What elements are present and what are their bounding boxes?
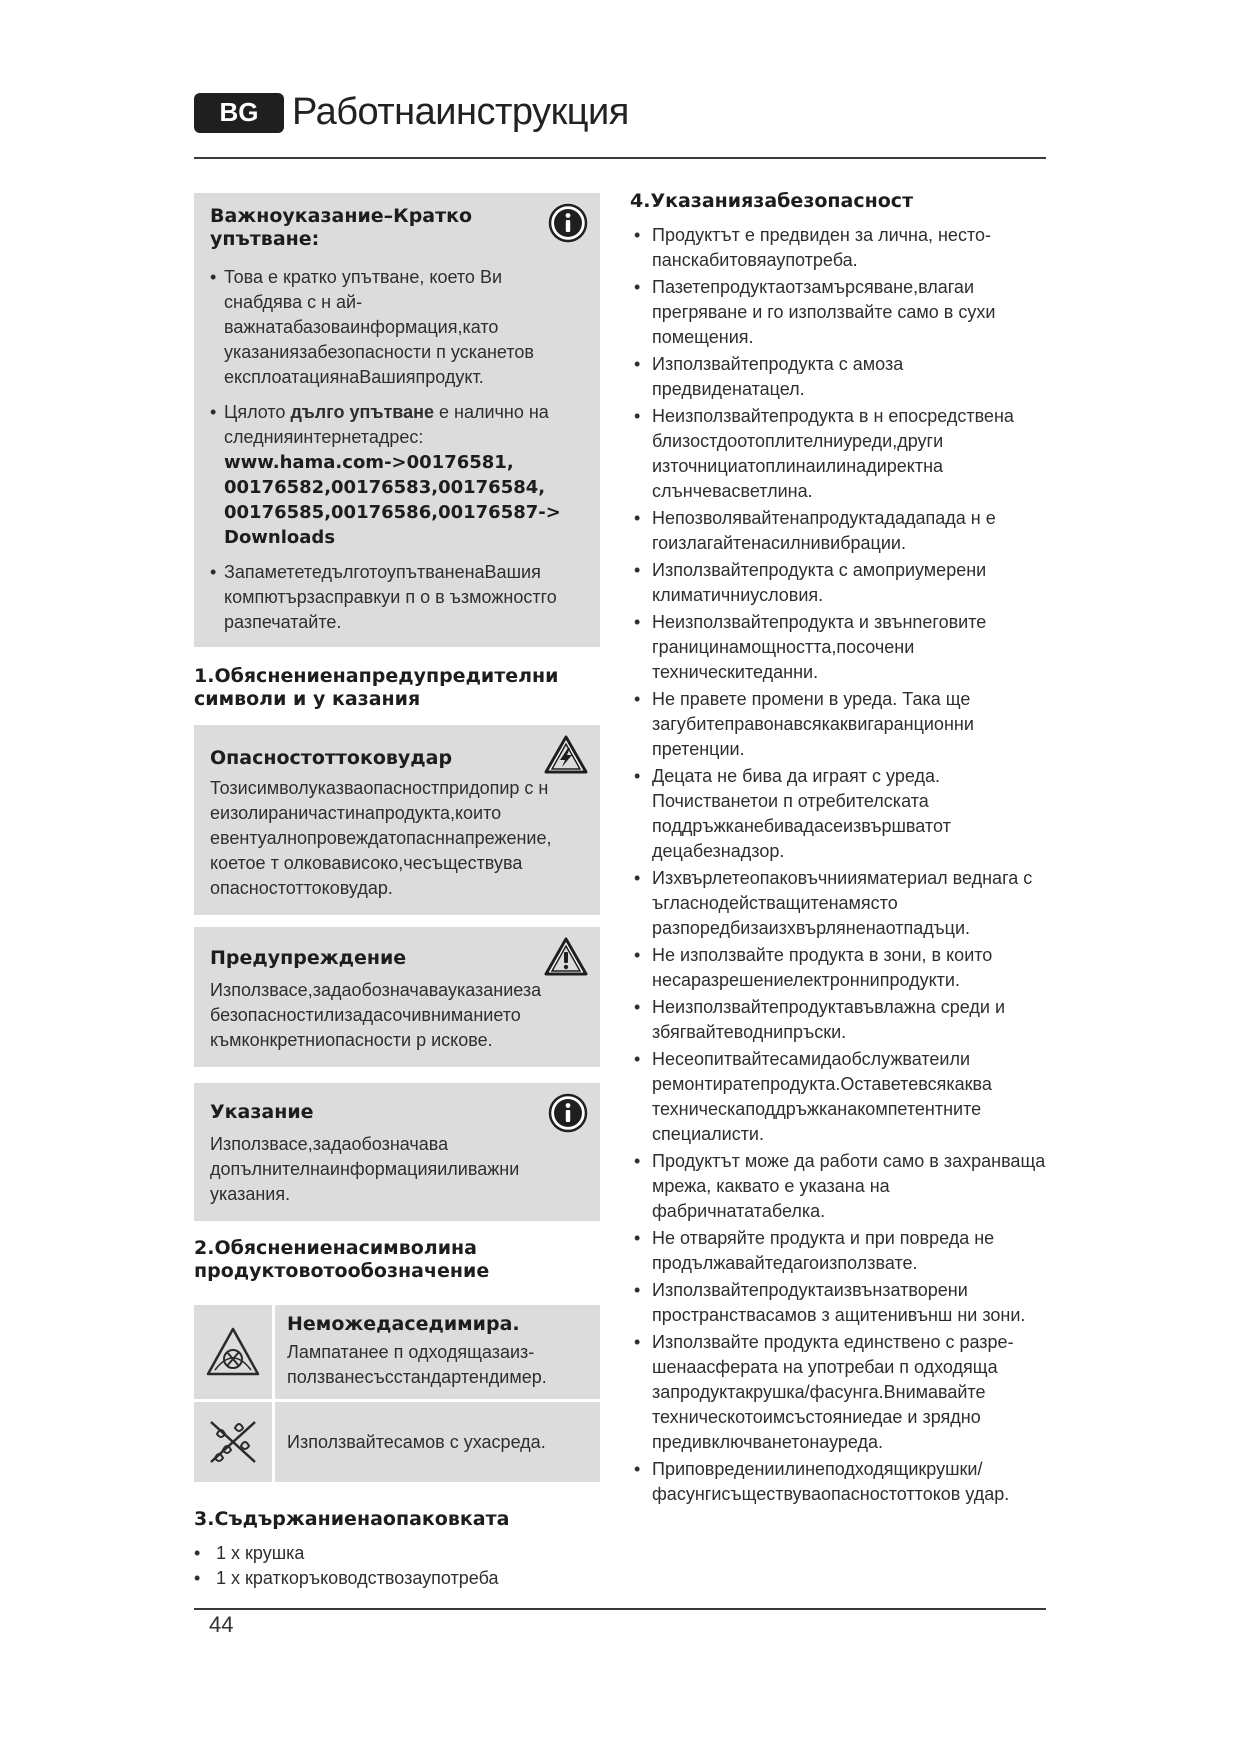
list-item-text: Пазетепродуктаотзамърсяване,влагаи прегряване и го използвайте само в сухи помещения. — [652, 277, 996, 347]
list-item: • Изхвърлетеопаковъчниияматериал веднага с ъгласнодействащитенамясто разпоредбизаизхвърляненаотпадъци. — [630, 866, 1048, 941]
list-item-text: Продуктът може да работи само в захранваща мрежа, каквато е указана на фабричнататабелка. — [652, 1151, 1046, 1221]
list-item-text: Използвайтепродукта с амоза предвиденатацел. — [652, 354, 904, 399]
header-rule — [194, 157, 1046, 159]
section-4-title: 4.Указаниязабезопасност — [630, 190, 914, 212]
symbol-table — [194, 1305, 600, 1482]
table-row — [194, 1402, 600, 1482]
list-item-text: Не правете промени в уреда. Така ще загубитеправонавсякаквигаранционни претенции. — [652, 689, 974, 759]
no-dimmer-text: Лампатанее п одходящазаиз- ползванесъсстандартендимер. — [287, 1342, 547, 1387]
list-item: • Използвайтепродуктаизвънзатворени пространствасамов з ащитенивънш ни зони. — [630, 1278, 1048, 1328]
list-item-text: е налично на следнияинтернетадрес: — [224, 402, 549, 447]
symbol-description — [275, 1305, 600, 1399]
list-item-text: Използвайтепродукта с амоприумерени климатичниусловия. — [652, 560, 987, 605]
warning-icon — [544, 937, 588, 977]
symbol-cell — [194, 1402, 275, 1482]
list-item: • Цялото дълго упътване е налично на следнияинтернетадрес: www.hama.com->00176581, 00176582,00176583,00176584, 00176585,00176586,00176587-> Downloads — [210, 400, 584, 550]
list-item-text: Използвайтепродуктаизвънзатворени пространствасамов з ащитенивънш ни зони. — [652, 1280, 1026, 1325]
list-item: • 1 x крушка — [194, 1541, 600, 1566]
language-badge: BG — [194, 93, 284, 133]
warning-title: Предупреждение — [210, 947, 407, 969]
danger-title: Опасностоттоковудар — [210, 747, 453, 769]
list-item-text: 1 x краткоръководствозаупотреба — [216, 1568, 499, 1588]
important-note-box — [194, 193, 600, 647]
no-dimmer-icon — [205, 1326, 261, 1378]
list-item: • Пазетепродуктаотзамърсяване,влагаи прегряване и го използвайте само в сухи помещения. — [630, 275, 1048, 350]
list-item: • Несеопитвайтесамидаобслужватеили ремонтиратепродукта.Оставетевсякаква техническаподдръжканакомпетентните специалисти. — [630, 1047, 1048, 1147]
list-item-text: Не използвайте продукта в зони, в които несаразрешениелектроннипродукти. — [652, 945, 993, 990]
dry-use-text: Използвайтесамов с ухасреда. — [287, 1431, 546, 1452]
note-title: Указание — [210, 1101, 314, 1123]
list-item: • Използвайте продукта единствено с разре- шенаасферата на употребаи п одходяща запродуктакрушка/фасунга.Внимавайте техническотоимсъстояниедае и зрядно предивключванетонауреда. — [630, 1330, 1048, 1455]
symbol-description — [275, 1402, 600, 1482]
table-row — [194, 1305, 600, 1402]
document-title: Работнаинструкция — [292, 91, 629, 133]
list-item-text: 1 x крушка — [216, 1543, 305, 1563]
list-item-text: ЗапамететедълготоупътваненаВашия компютързасправкуи п о в ъзможностго разпечатайте. — [224, 562, 557, 632]
list-item: • Неизползвайтепродуктавъвлажна среди и збягвайтеводнипръски. — [630, 995, 1048, 1045]
list-item: • Децата не бива да играят с уреда. Почистванетои п отребителската поддръжканебивадасеизвършватот децабезнадзор. — [630, 764, 1048, 864]
list-item-text: Несеопитвайтесамидаобслужватеили ремонтиратепродукта.Оставетевсякаква техническаподдръжканакомпетентните специалисти. — [652, 1049, 992, 1144]
section-2-title: 2.Обяснениенасимволина продуктовотообозначение — [194, 1237, 490, 1282]
list-item-text: Децата не бива да играят с уреда. Почистванетои п отребителската поддръжканебивадасеизвършватот децабезнадзор. — [652, 766, 951, 861]
danger-box — [194, 725, 600, 915]
safety-list — [630, 223, 1048, 1507]
important-note-title: Важноуказание–Кратко упътване: — [210, 205, 473, 250]
no-dimmer-title: Неможедаседимира. — [287, 1313, 520, 1335]
list-item: • Продуктът може да работи само в захранваща мрежа, каквато е указана на фабричнататабелка. — [630, 1149, 1048, 1224]
danger-text: Тозисимволуказваопасностпридопир с н еизолираничастинапродукта,които евентуалнопровеждатопасннапрежение, коетое т олковависоко,чесъществува опасностоттоковудар. — [210, 778, 552, 898]
list-item: • Приповредениилинеподходящикрушки/ фасунгисъществуваопасностоттоков удар. — [630, 1457, 1048, 1507]
package-contents-list — [194, 1541, 600, 1591]
list-item: • Това е кратко упътване, което Ви снабдява с н ай-важнатабазоваинформация,като указаниязабезопасности п усканетов експлоатациянаВашияпродукт. — [210, 265, 584, 390]
info-icon — [548, 1093, 588, 1133]
list-item-text: Използвайте продукта единствено с разре- шенаасферата на употребаи п одходяща запродуктакрушка/фасунга.Внимавайте техническотоимсъстояниедае и зрядно предивключванетонауреда. — [652, 1332, 1014, 1452]
list-item-text: Неизползвайтепродуктавъвлажна среди и збягвайтеводнипръски. — [652, 997, 1006, 1042]
list-item-text: Това е кратко упътване, което Ви снабдява с н ай-важнатабазоваинформация,като указаниязабезопасности п усканетов експлоатациянаВашияпродукт. — [224, 267, 534, 387]
warning-text: Използвасе,задаобозначавауказаниеза безопасностилизадасочивниманието къмконкретниопасности р искове. — [210, 980, 542, 1050]
note-box — [194, 1083, 600, 1221]
list-item-text: Неизползвайтепродукта в н епосредствена близостдоотоплителниуреди,други източнициатоплинаилинадиректна слънчевасветлина. — [652, 406, 1014, 501]
footer-rule — [194, 1608, 1046, 1610]
list-item: • Не правете промени в уреда. Така ще загубитеправонавсякаквигаранционни претенции. — [630, 687, 1048, 762]
page-number: 44 — [209, 1612, 234, 1637]
bold-phrase: дълго упътване — [290, 402, 434, 422]
list-item: • Не отваряйте продукта и при повреда не продължавайтедагоизползвате. — [630, 1226, 1048, 1276]
list-item-text: Неизползвайтепродукта и звънneговите границинамощността,посочени техническитеданни. — [652, 612, 987, 682]
dry-use-only-icon — [205, 1416, 261, 1468]
download-url: www.hama.com->00176581, 00176582,00176583,00176584, 00176585,00176586,00176587-> Downloads — [224, 452, 561, 548]
right-column — [630, 190, 1048, 1509]
page-header — [194, 90, 629, 135]
list-item-text: Не отваряйте продукта и при повреда не продължавайтедагоизползвате. — [652, 1228, 995, 1273]
list-item: • Неизползвайтепродукта и звънneговите границинамощността,посочени техническитеданни. — [630, 610, 1048, 685]
list-item-text: Приповредениилинеподходящикрушки/ фасунгисъществуваопасностоттоков удар. — [652, 1459, 1010, 1504]
note-text: Използвасе,задаобозначава допълнителнаинформацияиливажни указания. — [210, 1134, 520, 1204]
list-item-text: Цялото — [224, 402, 286, 422]
section-3-title: 3.Съдържаниенаопаковката — [194, 1508, 510, 1530]
list-item: • Неизползвайтепродукта в н епосредствена близостдоотоплителниуреди,други източнициатоплинаилинадиректна слънчевасветлина. — [630, 404, 1048, 504]
list-item-text: Непозволявайтенапродуктададапада н е гоизлагайтенасилнивибрации. — [652, 508, 996, 553]
warning-box — [194, 927, 600, 1067]
list-item-text: Продуктът е предвиден за лична, несто- панскабитовяаупотреба. — [652, 225, 991, 270]
list-item: • Не използвайте продукта в зони, в които несаразрешениелектроннипродукти. — [630, 943, 1048, 993]
list-item: • 1 x краткоръководствозаупотреба — [194, 1566, 600, 1591]
list-item-text: Изхвърлетеопаковъчниияматериал веднага с ъгласнодействащитенамясто разпоредбизаизхвърляненаотпадъци. — [652, 868, 1033, 938]
list-item: • Използвайтепродукта с амоза предвиденатацел. — [630, 352, 1048, 402]
left-column — [194, 193, 600, 1591]
info-icon — [548, 203, 588, 243]
list-item: • Продуктът е предвиден за лична, несто- панскабитовяаупотреба. — [630, 223, 1048, 273]
list-item: • ЗапамететедълготоупътваненаВашия компютързасправкуи п о в ъзможностго разпечатайте. — [210, 560, 584, 635]
electric-shock-warning-icon — [544, 735, 588, 775]
section-1-title: 1.Обяснениенапредупредителни символи и у казания — [194, 665, 559, 710]
symbol-cell — [194, 1305, 275, 1399]
list-item: • Непозволявайтенапродуктададапада н е гоизлагайтенасилнивибрации. — [630, 506, 1048, 556]
list-item: • Използвайтепродукта с амоприумерени климатичниусловия. — [630, 558, 1048, 608]
